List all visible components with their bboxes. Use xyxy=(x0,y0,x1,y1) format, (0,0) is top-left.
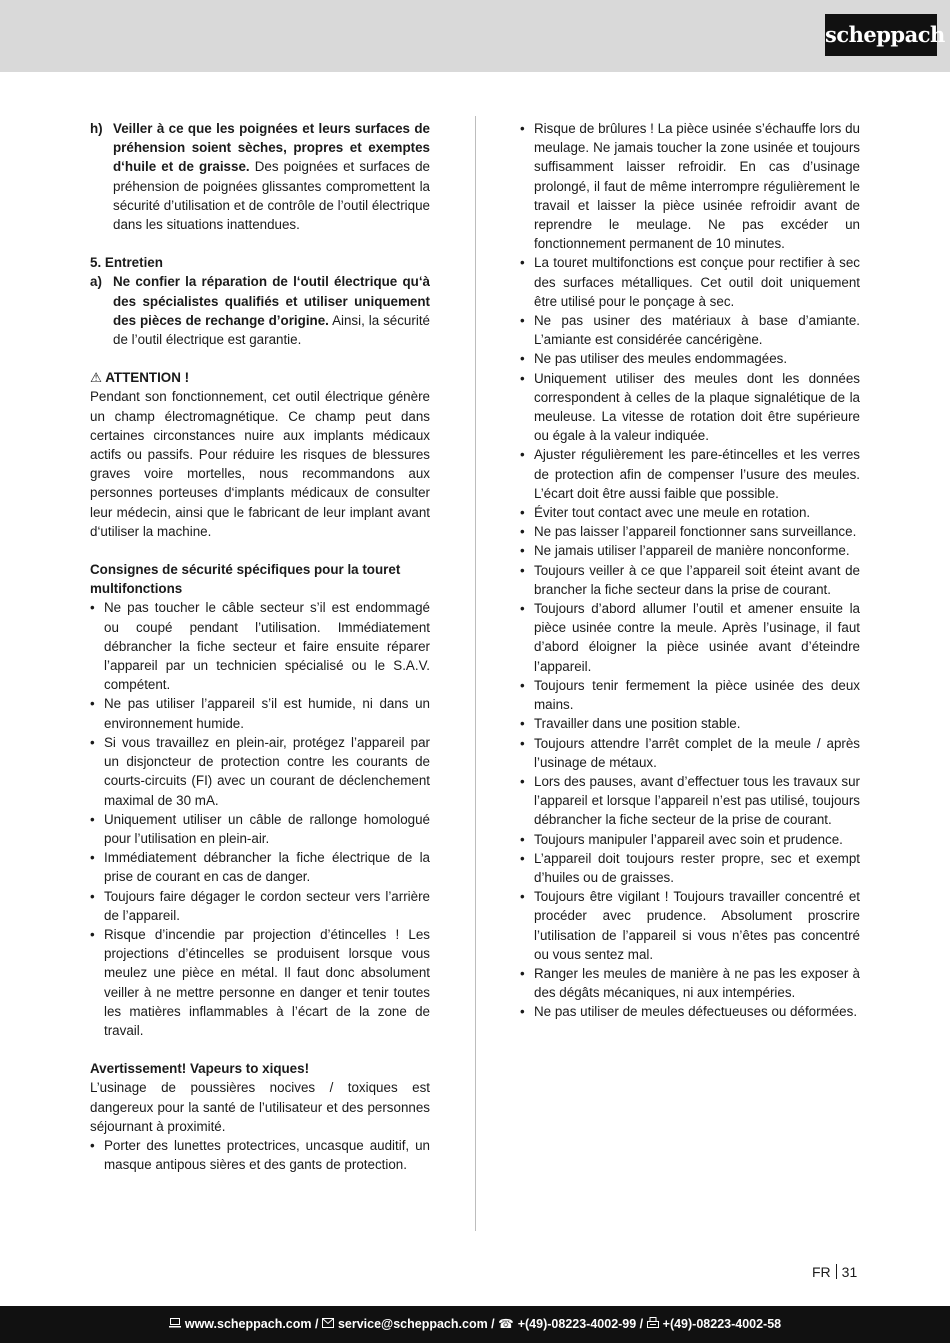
warning-text: L’usinage de poussières nocives / toxiques est dangereux pour la santé de l’utilisateur et des personnes séjournant à proximité. xyxy=(90,1080,430,1134)
warning-list xyxy=(90,1136,430,1174)
attention-text: Pendant son fonctionnement, cet outil électrique génère un champ électromagnétique. Ce champ peut dans certaines circonstances nuire aux implants médicaux actifs ou passifs. Pour réduire les risques de blessures graves voire mortelles, nous recommandons aux personnes porteuses d‘implants médicaux de consulter leur médecin, ainsi que le fabricant de leur implant avant d‘utiliser la machine. xyxy=(90,389,430,539)
instruction-h xyxy=(90,119,430,234)
list-item: • Si vous travaillez en plein-air, protégez l’appareil par un disjoncteur de protection contre les courants de courts-circuits (FI) avec un courant de déclenchement maximal de 30 mA. xyxy=(90,733,430,810)
contact-footer xyxy=(0,1306,950,1343)
instruction-a xyxy=(90,272,430,349)
list-item: • Porter des lunettes protectrices, uncasque auditif, un masque antipous sières et des gants de protection. xyxy=(90,1136,430,1174)
list-item: • Uniquement utiliser un câble de rallonge homologué pour l’utilisation en plein-air. xyxy=(90,810,430,848)
brand-logo: scheppach xyxy=(825,14,937,56)
attention-heading xyxy=(90,368,430,387)
page-number-value: 31 xyxy=(841,1264,858,1280)
list-item: • Ranger les meules de manière à ne pas les exposer à des dégâts mécaniques, ni aux intempéries. xyxy=(520,964,860,1002)
instruction-a-bold: Ne confier la réparation de l‘outil électrique qu‘à des spécialistes qualifiés et utiliser uniquement des pièces de rechange d’origine. xyxy=(113,274,430,328)
mail-icon xyxy=(322,1306,334,1343)
page-number-separator xyxy=(836,1264,837,1279)
list-item: • Ne pas utiliser de meules défectueuses ou déformées. xyxy=(520,1002,860,1021)
specific-safety-title: Consignes de sécurité spécifiques pour la touret multifonctions xyxy=(90,562,401,597)
list-item: • Immédiatement débrancher la fiche électrique de la prise de courant en cas de danger. xyxy=(90,848,430,886)
list-item: • Toujours faire dégager le cordon secteur vers l’arrière de l’appareil. xyxy=(90,887,430,925)
instruction-h-text: Des poignées et surfaces de préhension de poignées glissantes compromettent la sécurité d’utilisation et de contrôle de l’outil électrique dans les situations inattendues. xyxy=(113,159,430,233)
list-item: • Travailler dans une position stable. xyxy=(520,714,860,733)
instruction-h-bold: Veiller à ce que les poignées et leurs surfaces de préhension soient sèches, propres et exemptes d‘huile et de graisse. xyxy=(113,121,430,175)
right-column xyxy=(520,119,860,1022)
list-item: • Ne pas utiliser des meules endommagées. xyxy=(520,349,860,368)
list-item: • Éviter tout contact avec une meule en rotation. xyxy=(520,503,860,522)
instruction-a-text: Ainsi, la sécurité de l’outil électrique est garantie. xyxy=(113,312,430,348)
attention-title: ATTENTION ! xyxy=(105,370,190,386)
header-bar xyxy=(0,0,950,72)
column-divider xyxy=(475,116,476,1231)
list-item: • Lors des pauses, avant d’effectuer tous les travaux sur l’appareil et lorsque l’appareil n’est pas utilisé, toujours débrancher la fiche secteur de la prise de courant. xyxy=(520,772,860,830)
list-item: • Ne jamais utiliser l’appareil de manière nonconforme. xyxy=(520,541,860,560)
warning-title: Avertissement! Vapeurs to xiques! xyxy=(90,1061,310,1077)
section-title-maintenance: 5. Entretien xyxy=(90,255,163,271)
warning-triangle-icon: ⚠ xyxy=(90,370,103,386)
list-item: • Ne pas usiner des matériaux à base d’amiante. L’amiante est considérée cancérigène. xyxy=(520,311,860,349)
specific-safety-list xyxy=(90,598,430,1040)
footer-fax: +(49)-08223-4002-58 xyxy=(662,1317,782,1331)
list-item: • La touret multifonctions est conçue pour rectifier à sec des surfaces métalliques. Cet outil doit uniquement être utilisé pour le ponçage à sec. xyxy=(520,253,860,311)
item-label: a) xyxy=(90,274,102,290)
footer-website[interactable]: www.scheppach.com / xyxy=(184,1317,319,1331)
list-item: • Uniquement utiliser des meules dont les données correspondent à celles de la plaque signalétique de la meuleuse. La vitesse de rotation doit être supérieure ou égale à la valeur indiquée. xyxy=(520,369,860,446)
list-item: • Toujours être vigilant ! Toujours travailler concentré et procéder avec prudence. Absolument proscrire l’utilisation de l’appareil si vous n’êtes pas concentré ou vous sentez mal. xyxy=(520,887,860,964)
page-number xyxy=(812,1263,857,1282)
item-label: h) xyxy=(90,121,103,136)
list-item: • Ne pas laisser l’appareil fonctionner sans surveillance. xyxy=(520,522,860,541)
safety-list xyxy=(520,119,860,1022)
list-item: • Toujours attendre l’arrêt complet de la meule / après l’usinage de métaux. xyxy=(520,734,860,772)
list-item: • Toujours manipuler l’appareil avec soin et prudence. xyxy=(520,830,860,849)
list-item: • Toujours d’abord allumer l’outil et amener ensuite la pièce usinée contre la meule. Après l’usinage, il faut d’abord éloigner la pièce usinée avant d’éteindre l’appareil. xyxy=(520,599,860,676)
list-item: • Risque d’incendie par projection d’étincelles ! Les projections d’étincelles se produisent lorsque vous meulez une pièce en métal. Il faut donc absolument veiller à ne mettre personne en danger et tenir toutes les matières inflammables à l’écart de la zone de travail. xyxy=(90,925,430,1040)
list-item: • Ajuster régulièrement les pare-étincelles et les verres de protection afin de compenser l’usure des meules. L’écart doit être aussi faible que possible. xyxy=(520,445,860,503)
footer-email[interactable]: service@scheppach.com / xyxy=(337,1317,495,1331)
computer-icon xyxy=(169,1306,181,1343)
fax-icon xyxy=(647,1306,659,1343)
list-item: • Toujours tenir fermement la pièce usinée des deux mains. xyxy=(520,676,860,714)
footer-phone: +(49)-08223-4002-99 / xyxy=(517,1317,644,1331)
list-item: • Ne pas utiliser l’appareil s’il est humide, ni dans un environnement humide. xyxy=(90,694,430,732)
list-item: • L’appareil doit toujours rester propre, sec et exempt d’huiles ou de graisses. xyxy=(520,849,860,887)
page-language: FR xyxy=(812,1264,831,1280)
list-item: • Toujours veiller à ce que l’appareil soit éteint avant de brancher la fiche secteur dans la prise de courant. xyxy=(520,561,860,599)
list-item: • Ne pas toucher le câble secteur s’il est endommagé ou coupé pendant l’utilisation. Immédiatement débrancher la fiche secteur et faire ensuite réparer l’appareil par un technicien spécialisé ou le S.A.V. compétent. xyxy=(90,598,430,694)
list-item: • Risque de brûlures ! La pièce usinée s’échauffe lors du meulage. Ne jamais toucher la zone usinée et toujours suffisamment laisser refroidir. En cas d’usinage prolongé, il faut de même interrompre régulièrement le travail et laisser la pièce usinée refroidir avant de reprendre le meulage. Ne pas excéder un fonctionnement permanent de 10 minutes. xyxy=(520,119,860,253)
left-column xyxy=(90,119,430,1174)
phone-icon: ☎ xyxy=(498,1317,514,1331)
